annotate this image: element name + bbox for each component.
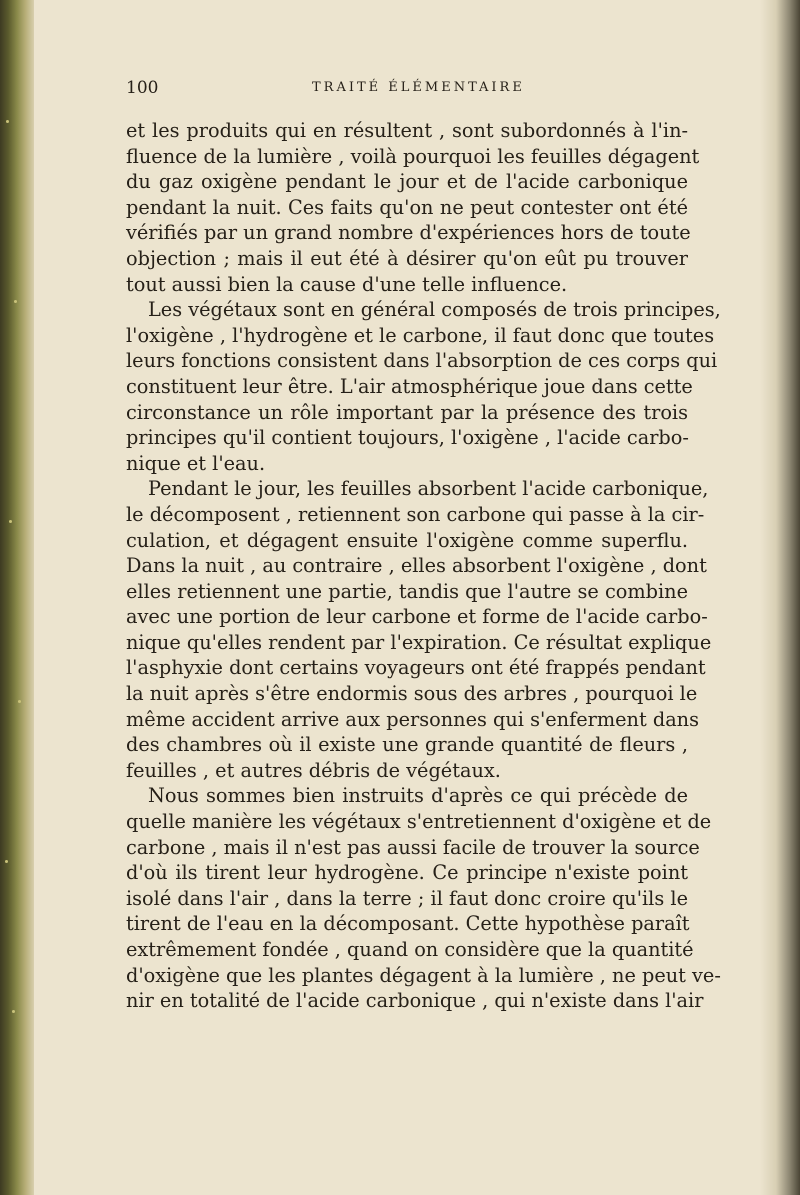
body-text <box>126 118 721 1014</box>
text-line: isolé dans l'air , dans la terre ; il faut donc croire qu'ils le <box>126 886 688 910</box>
page-number: 100 <box>126 78 159 98</box>
text-line: l'oxigène , l'hydrogène et le carbone, il faut donc que toutes <box>126 323 715 347</box>
text-line: Les végétaux sont en général composés de trois principes, <box>148 298 721 322</box>
text-line: culation, et dégagent ensuite l'oxigène comme superflu. <box>126 528 688 552</box>
running-title: TRAITÉ ÉLÉMENTAIRE <box>312 80 525 95</box>
text-line: tout aussi bien la cause d'une telle influence. <box>126 272 568 296</box>
text-line: carbone , mais il n'est pas aussi facile de trouver la source <box>126 835 700 859</box>
text-line: la nuit après s'être endormis sous des arbres , pourquoi le <box>126 682 698 706</box>
text-line: extrêmement fondée , quand on considère que la quantité <box>126 938 694 961</box>
text-line: principes qu'il contient toujours, l'oxigène , l'acide carbo- <box>126 426 689 450</box>
text-line: feuilles , et autres débris de végétaux. <box>126 758 501 782</box>
text-line: quelle manière les végétaux s'entretiennent d'oxigène et de <box>126 810 712 834</box>
text-line: du gaz oxigène pendant le jour et de l'acide carbonique <box>126 170 688 194</box>
text-line: Nous sommes bien instruits d'après ce qui précède de <box>148 784 688 808</box>
text-line: objection ; mais il eut été à désirer qu'on eût pu trouver <box>126 246 688 270</box>
text-line: l'asphyxie dont certains voyageurs ont été frappés pendant <box>126 656 706 680</box>
text-line: le décomposent , retiennent son carbone qui passe à la cir- <box>126 502 705 526</box>
text-line: et les produits qui en résultent , sont subordonnés à l'in- <box>126 119 688 142</box>
text-line: avec une portion de leur carbone et forme de l'acide carbo- <box>126 605 708 629</box>
text-line: pendant la nuit. Ces faits qu'on ne peut contester ont été <box>126 195 688 219</box>
text-line: d'où ils tirent leur hydrogène. Ce principe n'existe point <box>126 861 688 885</box>
text-line: tirent de l'eau en la décomposant. Cette hypothèse paraît <box>126 912 690 936</box>
text-line: nique et l'eau. <box>126 451 266 475</box>
text-line: d'oxigène que les plantes dégagent à la lumière , ne peut ve- <box>126 963 721 987</box>
text-line: Dans la nuit , au contraire , elles absorbent l'oxigène , dont <box>126 554 707 578</box>
text-line: nir en totalité de l'acide carbonique , qui n'existe dans l'air <box>126 989 704 1013</box>
text-line: elles retiennent une partie, tandis que l'autre se combine <box>126 579 688 603</box>
text-line: nique qu'elles rendent par l'expiration. Ce résultat explique <box>126 630 712 654</box>
page-right-edge <box>760 0 800 1195</box>
text-line: vérifiés par un grand nombre d'expériences hors de toute <box>126 221 691 245</box>
book-binding-edge <box>0 0 34 1195</box>
text-line: constituent leur être. L'air atmosphérique joue dans cette <box>126 374 693 398</box>
running-header <box>126 76 688 102</box>
text-line: fluence de la lumière , voilà pourquoi les feuilles dégagent <box>126 144 700 168</box>
text-line: Pendant le jour, les feuilles absorbent l'acide carbonique, <box>148 477 709 501</box>
text-line: des chambres où il existe une grande quantité de fleurs , <box>126 733 688 757</box>
text-line: circonstance un rôle important par la présence des trois <box>126 400 688 424</box>
text-line: même accident arrive aux personnes qui s'enferment dans <box>126 707 699 731</box>
text-line: leurs fonctions consistent dans l'absorption de ces corps qui <box>126 349 718 373</box>
